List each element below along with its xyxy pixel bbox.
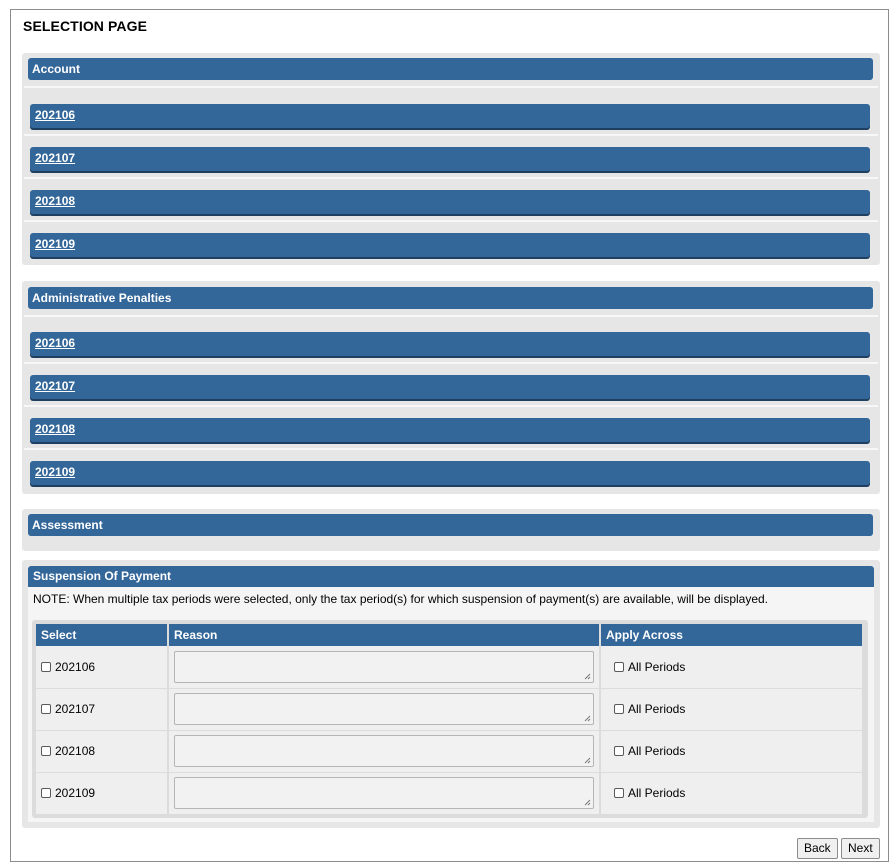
col-select: Select: [36, 624, 168, 646]
admin-penalties-group: [22, 281, 880, 494]
select-checkbox-202109[interactable]: [41, 788, 51, 798]
account-period-row: [30, 233, 870, 257]
apply-cell: [600, 688, 863, 730]
col-reason: Reason: [168, 624, 600, 646]
reason-textarea-202108[interactable]: [174, 735, 594, 767]
divider: [24, 448, 878, 450]
divider: [24, 86, 878, 88]
reason-cell: [168, 730, 600, 772]
admin-period-link-202108[interactable]: 202108: [35, 422, 76, 436]
admin-period-link-202106[interactable]: 202106: [35, 336, 76, 350]
reason-cell: [168, 688, 600, 730]
select-cell: [36, 688, 168, 730]
page-title: SELECTION PAGE: [23, 18, 148, 34]
assessment-header: Assessment: [28, 514, 873, 536]
resize-grip-icon: [584, 799, 591, 806]
period-label: 202106: [55, 659, 96, 674]
apply-label: All Periods: [628, 786, 686, 800]
reason-cell: [168, 772, 600, 814]
select-cell: [36, 646, 168, 688]
account-period-link-202107[interactable]: 202107: [35, 151, 76, 165]
reason-cell: [168, 646, 600, 688]
table-row: [36, 688, 863, 730]
apply-all-checkbox-202109[interactable]: [614, 788, 624, 798]
period-label: 202109: [55, 786, 96, 800]
table-row: [36, 730, 863, 772]
apply-label: All Periods: [628, 702, 686, 716]
divider: [24, 362, 878, 364]
apply-cell: [600, 646, 863, 688]
table-row: [36, 646, 863, 688]
suspension-header: Suspension Of Payment: [28, 566, 874, 587]
account-period-link-202106[interactable]: 202106: [35, 108, 76, 122]
apply-label: All Periods: [628, 744, 686, 758]
account-period-link-202109[interactable]: 202109: [35, 237, 76, 251]
divider: [24, 134, 878, 136]
reason-textarea-202107[interactable]: [174, 693, 594, 725]
admin-period-row: [30, 375, 870, 399]
apply-label: All Periods: [628, 659, 686, 674]
account-header: Account: [28, 58, 873, 80]
admin-period-row: [30, 461, 870, 485]
select-checkbox-202106[interactable]: [41, 662, 51, 672]
col-apply-across: Apply Across: [600, 624, 863, 646]
account-group: [22, 53, 880, 265]
apply-cell: [600, 772, 863, 814]
resize-grip-icon: [584, 673, 591, 680]
table-header-row: [36, 624, 863, 646]
select-checkbox-202108[interactable]: [41, 746, 51, 756]
apply-all-checkbox-202108[interactable]: [614, 746, 624, 756]
next-button[interactable]: Next: [841, 838, 880, 859]
admin-period-row: [30, 418, 870, 442]
divider: [24, 405, 878, 407]
select-cell: [36, 730, 168, 772]
table-row: [36, 772, 863, 814]
divider: [24, 315, 878, 317]
apply-all-checkbox-202107[interactable]: [614, 704, 624, 714]
apply-all-checkbox-202106[interactable]: [614, 662, 624, 672]
back-button[interactable]: Back: [797, 838, 838, 859]
apply-cell: [600, 730, 863, 772]
suspension-table: [36, 624, 864, 815]
resize-grip-icon: [584, 757, 591, 764]
reason-textarea-202109[interactable]: [174, 777, 594, 809]
select-checkbox-202107[interactable]: [41, 704, 51, 714]
select-cell: [36, 772, 168, 814]
admin-period-link-202107[interactable]: 202107: [35, 379, 76, 393]
suspension-table-wrap: [32, 620, 868, 818]
account-period-row: [30, 147, 870, 171]
account-period-row: [30, 190, 870, 214]
admin-penalties-header: Administrative Penalties: [28, 287, 873, 309]
resize-grip-icon: [584, 715, 591, 722]
account-period-row: [30, 104, 870, 128]
divider: [24, 177, 878, 179]
assessment-group: [22, 509, 880, 551]
divider: [24, 220, 878, 222]
reason-textarea-202106[interactable]: [174, 651, 594, 683]
account-period-link-202108[interactable]: 202108: [35, 194, 76, 208]
suspension-panel: [22, 560, 880, 828]
period-label: 202107: [55, 702, 96, 716]
suspension-inner: [28, 566, 874, 822]
suspension-note: NOTE: When multiple tax periods were selected, only the tax period(s) for which suspension of payment(s) are available, will be displayed.: [33, 592, 769, 606]
selection-page: [10, 9, 889, 862]
period-label: 202108: [55, 744, 96, 758]
admin-period-link-202109[interactable]: 202109: [35, 465, 76, 479]
admin-period-row: [30, 332, 870, 356]
